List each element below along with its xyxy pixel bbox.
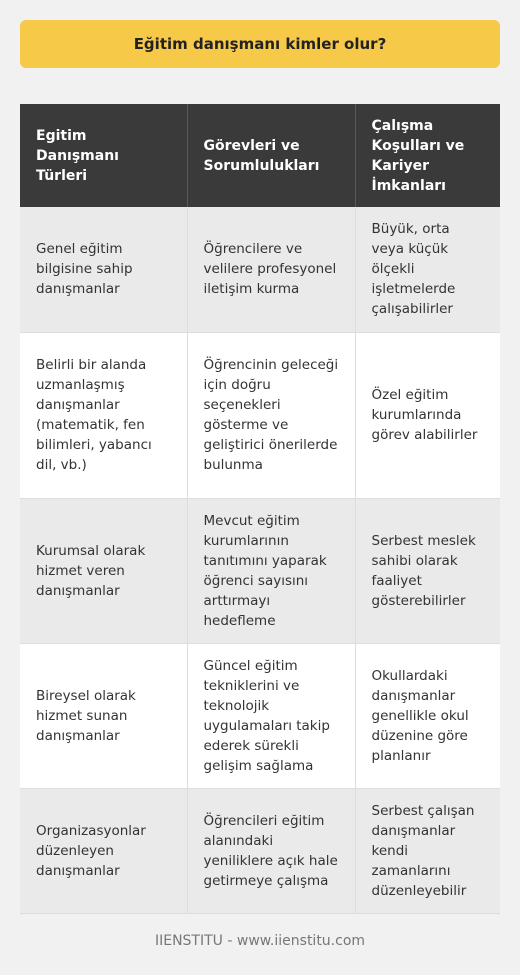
table-header-row <box>20 104 500 207</box>
table-cell: Özel eğitim kurumlarında görev alabilirler <box>355 332 500 498</box>
table-cell: Organizasyonlar düzenleyen danışmanlar <box>20 788 187 913</box>
column-header: Egitim Danışmanı Türleri <box>20 104 187 207</box>
table-row <box>20 643 500 788</box>
column-header: Çalışma Koşulları ve Kariyer İmkanları <box>355 104 500 207</box>
table-row <box>20 332 500 498</box>
table-cell: Genel eğitim bilgisine sahip danışmanlar <box>20 207 187 332</box>
table-row <box>20 498 500 643</box>
footer-credit: IIENSTITU - www.iienstitu.com <box>154 933 366 949</box>
table-cell: Öğrencinin geleceği için doğru seçenekleri gösterme ve geliştirici önerilerde bulunma <box>187 332 355 498</box>
table-cell: Öğrencileri eğitim alanındaki yeniliklere açık hale getirmeye çalışma <box>187 788 355 913</box>
table-cell: Kurumsal olarak hizmet veren danışmanlar <box>20 498 187 643</box>
table-cell: Mevcut eğitim kurumlarının tanıtımını yaparak öğrenci sayısını arttırmayı hedefleme <box>187 498 355 643</box>
table-cell: Büyük, orta veya küçük ölçekli işletmelerde çalışabilirler <box>355 207 500 332</box>
table-row <box>20 207 500 332</box>
table-cell: Serbest çalışan danışmanlar kendi zamanlarını düzenleyebilir <box>355 788 500 913</box>
page-title: Eğitim danışmanı kimler olur? <box>20 20 500 68</box>
table-cell: Serbest meslek sahibi olarak faaliyet gösterebilirler <box>355 498 500 643</box>
table-cell: Öğrencilere ve velilere profesyonel iletişim kurma <box>187 207 355 332</box>
consultant-table <box>20 104 500 914</box>
table-cell: Bireysel olarak hizmet sunan danışmanlar <box>20 643 187 788</box>
column-header: Görevleri ve Sorumlulukları <box>187 104 355 207</box>
table-cell: Belirli bir alanda uzmanlaşmış danışmanlar (matematik, fen bilimleri, yabancı dil, vb.) <box>20 332 187 498</box>
table-cell: Güncel eğitim tekniklerini ve teknolojik uygulamaları takip ederek sürekli gelişim sağlama <box>187 643 355 788</box>
table-cell: Okullardaki danışmanlar genellikle okul düzenine göre planlanır <box>355 643 500 788</box>
table-row <box>20 788 500 913</box>
